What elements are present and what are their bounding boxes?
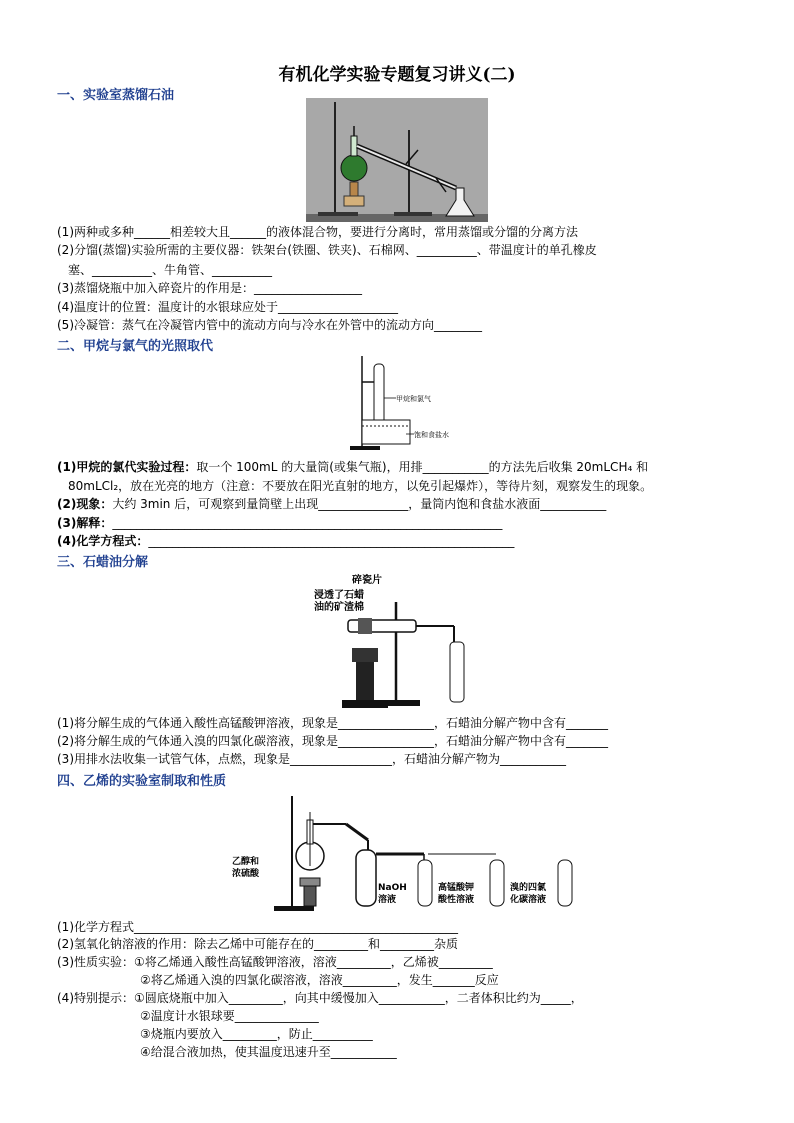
s3-line-1: (1)将分解生成的气体通入酸性高锰酸钾溶液，现象是________________，石蜡油分解产物中含有_______ xyxy=(57,716,609,730)
fig3-label-shards: 碎瓷片 xyxy=(352,575,382,586)
s1-line-5: (4)温度计的位置：温度计的水银球应处于____________________ xyxy=(57,300,398,314)
fig2-label-brine: 饱和食盐水 xyxy=(414,431,449,439)
fig4-label-solution: 溶液 xyxy=(378,895,397,905)
s2-l4-text: _________________________________________________________________ xyxy=(112,516,503,530)
fig4-label-kmno4: 高锰酸钾 xyxy=(438,883,475,893)
section-heading-distillation: 一、实验室蒸馏石油 xyxy=(57,88,175,103)
s4-line-6: ②温度计水银球要______________ xyxy=(140,1009,319,1023)
fig4-label-naoh: NaOH xyxy=(378,883,407,893)
s2-l1-text: 取一个 100mL 的大量筒(或集气瓶)，用排___________的方法先后收集 20mLCH₄ 和 xyxy=(196,460,649,474)
s1-line-1: (1)两种或多种______相差较大且______的液体混合物，要进行分离时，常用蒸馏或分馏的分离方法 xyxy=(57,225,579,239)
section-heading-methane: 二、甲烷与氯气的光照取代 xyxy=(57,339,214,354)
s2-l5-text: _____________________________________________________________ xyxy=(148,534,515,548)
s4-line-1: (1)化学方程式______________________________________________________ xyxy=(57,920,458,934)
section-heading-paraffin: 三、石蜡油分解 xyxy=(57,555,149,570)
ethylene-preparation-figure xyxy=(228,790,588,914)
s4-line-4: ②将乙烯通入溴的四氯化碳溶液，溶液_________，发生_______反应 xyxy=(140,973,499,987)
s2-line-2: 80mLCl₂，放在光亮的地方（注意：不要放在阳光直射的地方，以免引起爆炸），等待片刻，观察发生的现象。 xyxy=(68,479,653,493)
s2-line-1 xyxy=(57,460,648,475)
fig3-label-wool: 油的矿渣棉 xyxy=(314,602,364,613)
paraffin-cracking-figure xyxy=(312,572,480,712)
s2-l1-label: (1)甲烷的氯代实验过程： xyxy=(57,460,197,474)
methane-chlorination-figure xyxy=(340,352,470,452)
s2-l3-label: (2)现象： xyxy=(57,497,113,511)
fig4-label-acidic: 酸性溶液 xyxy=(438,895,475,905)
s4-line-2: (2)氢氧化钠溶液的作用：除去乙烯中可能存在的_________和_________杂质 xyxy=(57,937,459,951)
s4-line-5: (4)特别提示：①圆底烧瓶中加入_________，向其中缓慢加入___________，二者体积比约为_____， xyxy=(57,991,583,1005)
fig4-label-bromine: 溴的四氯 xyxy=(510,883,547,893)
s2-line-4 xyxy=(57,516,502,531)
s1-line-3: 塞、__________、牛角管、__________ xyxy=(68,263,273,277)
s1-line-4: (3)蒸馏烧瓶中加入碎瓷片的作用是：__________________ xyxy=(57,281,362,295)
s2-l5-label: (4)化学方程式： xyxy=(57,534,149,548)
s2-l3-text: 大约 3min 后，可观察到量筒壁上出现_______________，量筒内饱和食盐水液面___________ xyxy=(112,497,607,511)
page-title: 有机化学实验专题复习讲义(二) xyxy=(278,65,516,85)
fig4-label-acid: 浓硫酸 xyxy=(232,869,260,879)
s4-line-7: ③烧瓶内要放入_________，防止__________ xyxy=(140,1027,373,1041)
s1-line-2: (2)分馏(蒸馏)实验所需的主要仪器：铁架台(铁圈、铁夹)、石棉网、__________、带温度计的单孔橡皮 xyxy=(57,243,597,257)
s4-line-3: (3)性质实验：①将乙烯通入酸性高锰酸钾溶液，溶液_________，乙烯被_________ xyxy=(57,955,493,969)
s2-l4-label: (3)解释： xyxy=(57,516,113,530)
s3-line-3: (3)用排水法收集一试管气体，点燃，现象是_________________，石蜡油分解产物为___________ xyxy=(57,752,567,766)
fig4-label-ccl4: 化碳溶液 xyxy=(510,895,547,905)
fig4-label-ethanol: 乙醇和 xyxy=(232,857,260,867)
s2-line-5 xyxy=(57,534,514,549)
s3-line-2: (2)将分解生成的气体通入溴的四氯化碳溶液，现象是________________，石蜡油分解产物中含有_______ xyxy=(57,734,609,748)
distillation-apparatus-figure xyxy=(306,98,488,222)
fig3-label-soaked: 浸透了石蜡 xyxy=(314,590,364,601)
section-heading-ethylene: 四、乙烯的实验室制取和性质 xyxy=(57,774,227,789)
s4-line-8: ④给混合液加热，使其温度迅速升至___________ xyxy=(140,1045,397,1059)
fig2-label-gas: 甲烷和氯气 xyxy=(396,395,431,403)
s1-line-6: (5)冷凝管：蒸气在冷凝管内管中的流动方向与冷水在外管中的流动方向________ xyxy=(57,318,483,332)
s2-line-3 xyxy=(57,497,606,512)
